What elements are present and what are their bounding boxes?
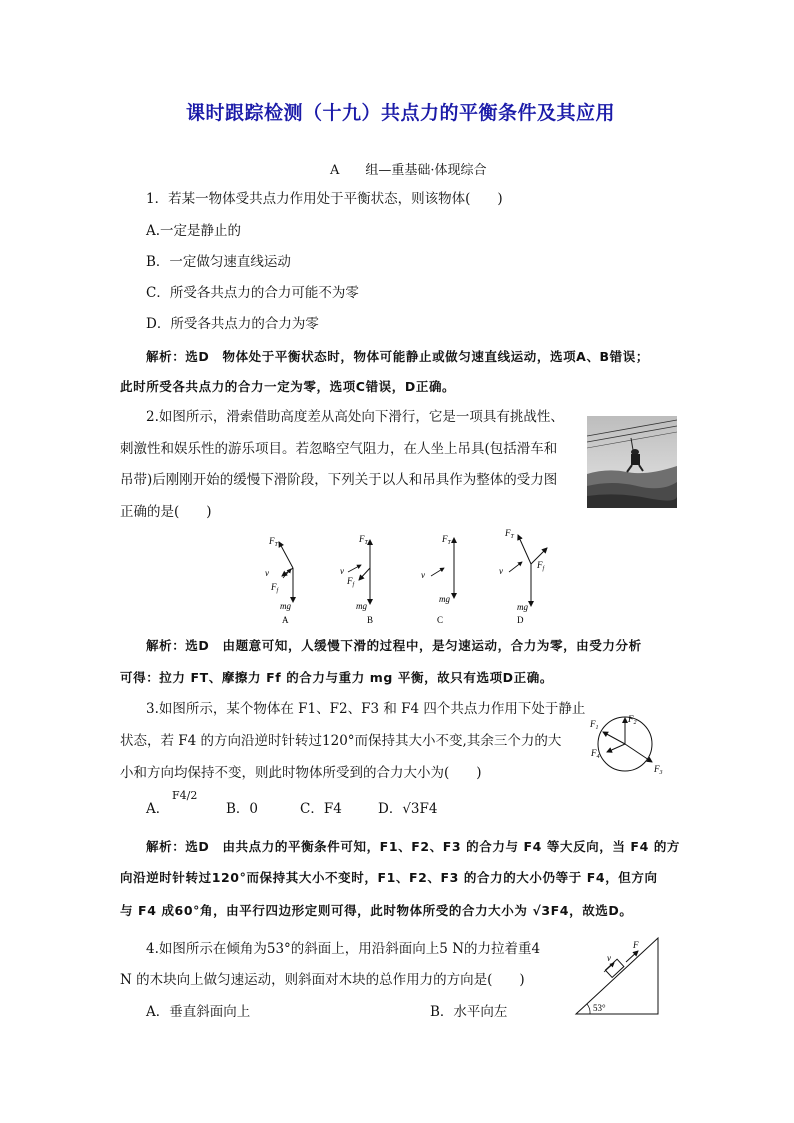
label-option-d: D <box>517 615 524 625</box>
label-ff-d: $F_f$ <box>537 560 545 572</box>
label-ff-a: $F_f$ <box>271 582 279 594</box>
q4-stem-line2: N 的木块向上做匀速运动，则斜面对木块的总作用力的方向是( ) <box>120 972 525 988</box>
q3-option-d: D．√3F4 <box>378 801 438 817</box>
q1-option-a: A.一定是静止的 <box>146 223 242 239</box>
page-title: 课时跟踪检测（十九）共点力的平衡条件及其应用 <box>186 102 616 124</box>
diagram-b <box>340 534 373 625</box>
q2-stem-line2: 刺激性和娱乐性的游乐项目。若忽略空气阻力，在人坐上吊具(包括滑车和 <box>120 441 558 457</box>
q4-incline-diagram <box>572 934 664 1018</box>
label-v-b: v <box>340 566 344 576</box>
q3-stem-line3: 小和方向均保持不变，则此时物体所受到的合力大小为( ) <box>120 765 482 781</box>
label-v-q4: v <box>607 953 611 963</box>
label-option-a: A <box>282 615 289 625</box>
label-ft-d: $F_T$ <box>505 528 514 540</box>
q1-option-c: C．所受各共点力的合力可能不为零 <box>146 285 359 301</box>
q4-option-b: B．水平向左 <box>430 1004 508 1020</box>
label-f-q4: F <box>633 940 639 950</box>
label-f2: $F_2$ <box>628 714 637 726</box>
label-mg-a: mg <box>280 601 291 611</box>
section-heading: A 组—重基础·体现综合 <box>330 163 487 178</box>
label-mg-c: mg <box>439 594 450 604</box>
q1-analysis-line1: 解析：选D 物体处于平衡状态时，物体可能静止或做匀速直线运动，选项A、B错误； <box>146 349 649 364</box>
q2-analysis-line2: 可得：拉力 FT、摩擦力 Ff 的合力与重力 mg 平衡，故只有选项D正确。 <box>120 670 553 685</box>
q2-stem-line3: 吊带)后刚刚开始的缓慢下滑阶段，下列关于以人和吊具作为整体的受力图 <box>120 472 558 488</box>
diagram-c <box>421 534 454 625</box>
q4-option-a: A．垂直斜面向上 <box>146 1004 251 1020</box>
label-f4: $F_4$ <box>591 748 600 760</box>
force-diagrams <box>255 526 550 628</box>
q1-option-b: B．一定做匀速直线运动 <box>146 254 291 270</box>
label-ft-b: $F_T$ <box>359 534 368 546</box>
q2-analysis-line1: 解析：选D 由题意可知，人缓慢下滑的过程中，是匀速运动，合力为零，由受力分析 <box>146 638 642 653</box>
label-angle-q4: 53° <box>593 1003 606 1013</box>
q1-option-d: D．所受各共点力的合力为零 <box>146 316 319 332</box>
label-f1: $F_1$ <box>590 719 599 731</box>
q3-stem-line2: 状态，若 F4 的方向沿逆时针转过120°而保持其大小不变,其余三个力的大 <box>120 733 562 749</box>
q3-option-a: A． <box>146 801 170 817</box>
q1-stem: 1．若某一物体受共点力作用处于平衡状态，则该物体( ) <box>146 191 503 207</box>
q3-option-c: C．F4 <box>300 801 342 817</box>
label-ft-a: $F_T$ <box>269 536 278 548</box>
q3-analysis-line1: 解析：选D 由共点力的平衡条件可知，F1、F2、F3 的合力与 F4 等大反向，当 F4 的方 <box>146 839 681 854</box>
label-mg-b: mg <box>356 601 367 611</box>
label-mg-d: mg <box>517 602 528 612</box>
q2-stem-line4: 正确的是( ) <box>120 504 212 520</box>
diagram-a <box>265 536 293 625</box>
label-option-b: B <box>367 615 374 625</box>
q3-analysis-line3: 与 F4 成60°角，由平行四边形定则可得，此时物体所受的合力大小为 √3F4，故选D。 <box>120 903 633 918</box>
label-ft-c: $F_T$ <box>442 534 451 546</box>
q3-force-diagram <box>588 710 678 780</box>
label-v-c: v <box>421 570 425 580</box>
q3-option-b: B．0 <box>226 801 259 817</box>
label-v-a: v <box>265 568 269 578</box>
q2-stem-line1: 2.如图所示，滑索借助高度差从高处向下滑行，它是一项具有挑战性、 <box>146 409 564 425</box>
q3-analysis-line2: 向沿逆时针转过120°而保持其大小不变时，F1、F2、F3 的合力的大小仍等于 F4，但方向 <box>120 870 658 885</box>
q4-stem-line1: 4.如图所示在倾角为53°的斜面上，用沿斜面向上5 N的力拉着重4 <box>146 941 541 957</box>
diagram-d <box>499 528 547 625</box>
q3-option-a-fraction: F4/2 <box>172 789 198 802</box>
label-f3: $F_3$ <box>654 764 663 776</box>
q1-analysis-line2: 此时所受各共点力的合力一定为零，选项C错误，D正确。 <box>120 379 456 394</box>
label-option-c: C <box>437 615 444 625</box>
label-v-d: v <box>499 566 503 576</box>
zipline-photo <box>587 416 677 508</box>
q3-stem-line1: 3.如图所示，某个物体在 F1、F2、F3 和 F4 四个共点力作用下处于静止 <box>146 701 586 717</box>
label-ff-b: $F_f$ <box>347 576 355 588</box>
